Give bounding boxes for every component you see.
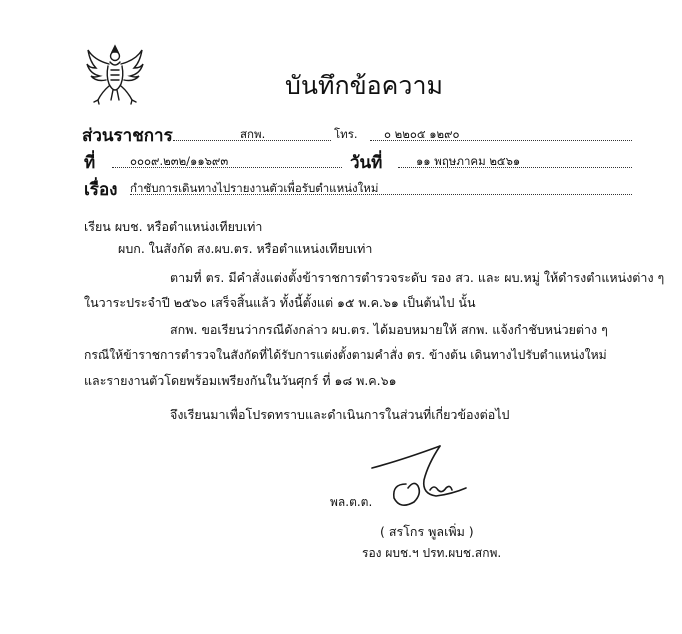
salutation-line-2: ผบก. ในสังกัด สง.ผบ.ตร. หรือตำแหน่งเทียบเท่า bbox=[118, 241, 373, 256]
signature-position: รอง ผบช.ฯ ปรท.ผบช.สกพ. bbox=[362, 546, 502, 560]
number-label: ที่ bbox=[84, 153, 96, 173]
paragraph-2-line-1: สกพ. ขอเรียนว่ากรณีดังกล่าว ผบ.ตร. ได้มอบหมายให้ สกพ. แจ้งกำชับหน่วยต่าง ๆ bbox=[170, 322, 608, 337]
paragraph-1-line-1: ตามที่ ตร. มีคำสั่งแต่งตั้งข้าราชการตำรวจระดับ รอง สว. และ ผบ.หมู่ ให้ดำรงตำแหน่งต่าง ๆ bbox=[170, 270, 665, 285]
salutation-line-1: เรียน ผบช. หรือตำแหน่งเทียบเท่า bbox=[84, 219, 263, 234]
signature-rank: พล.ต.ต. bbox=[330, 495, 373, 509]
signature-icon bbox=[362, 444, 472, 512]
paragraph-2-line-2: กรณีให้ข้าราชการตำรวจในสังกัดที่ได้รับการแต่งตั้งตามคำสั่ง ตร. ข้างต้น เดินทางไปรับตำแหน่งใหม่ bbox=[84, 348, 607, 362]
department-value: สกพ. bbox=[240, 127, 266, 141]
date-label: วันที่ bbox=[350, 153, 383, 173]
department-label: ส่วนราชการ bbox=[82, 126, 173, 146]
phone-label: โทร. bbox=[334, 127, 358, 141]
subject-label: เรื่อง bbox=[84, 180, 118, 200]
memo-title: บันทึกข้อความ bbox=[285, 71, 443, 100]
garuda-emblem-icon bbox=[84, 42, 146, 106]
date-value: ๑๑ พฤษภาคม ๒๕๖๑ bbox=[416, 154, 521, 168]
subject-value: กำชับการเดินทางไปรายงานตัวเพื่อรับตำแหน่งใหม่ bbox=[130, 181, 379, 195]
paragraph-3-line-1: จึงเรียนมาเพื่อโปรดทราบและดำเนินการในส่วนที่เกี่ยวข้องต่อไป bbox=[170, 407, 510, 422]
paragraph-2-line-3: และรายงานตัวโดยพร้อมเพรียงกันในวันศุกร์ ที่ ๑๘ พ.ค.๖๑ bbox=[84, 373, 397, 388]
paragraph-1-line-2: ในวาระประจำปี ๒๕๖๐ เสร็จสิ้นแล้ว ทั้งนี้ตั้งแต่ ๑๕ พ.ค.๖๑ เป็นต้นไป นั้น bbox=[84, 295, 476, 310]
number-value: ๐๐๐๙.๒๓๒/๑๑๖๙๓ bbox=[130, 154, 229, 168]
signature-name: ( สรโกร พูลเพิ่ม ) bbox=[380, 524, 474, 539]
phone-value: ๐ ๒๒๐๕ ๑๒๙๐ bbox=[384, 127, 460, 141]
